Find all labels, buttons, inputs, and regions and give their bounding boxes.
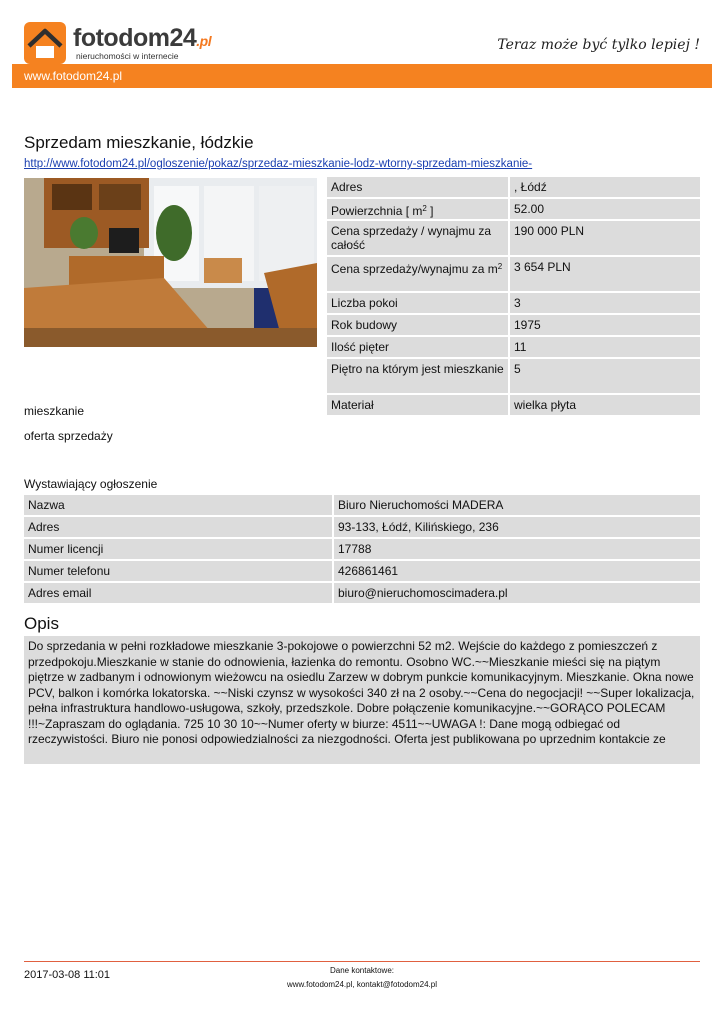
footer-divider — [24, 961, 700, 962]
apartment-photo — [24, 178, 317, 347]
description-heading: Opis — [24, 614, 59, 633]
advertiser-table — [24, 495, 700, 605]
property-row-total-price: Cena sprzedaży / wynajmu za całość 190 000 PLN — [327, 221, 700, 255]
property-row-material: Materiał wielka płyta — [327, 395, 700, 415]
listing-url-link[interactable]: http://www.fotodom24.pl/ogloszenie/pokaz/sprzedaz-mieszkanie-lodz-wtorny-sprzedam-mieszkanie- — [24, 158, 533, 170]
house-logo-icon — [24, 22, 66, 64]
slogan: Teraz może być tylko lepiej ! — [497, 37, 700, 53]
advertiser-row-address: Adres 93-133, Łódź, Kilińskiego, 236 — [24, 517, 700, 537]
footer-contact-label: Dane kontaktowe: — [329, 966, 395, 975]
property-row-price-per-m2: Cena sprzedaży/wynajmu za $m^2$ 3 654 PLN — [327, 257, 700, 291]
advertiser-heading: Wystawiający ogłoszenie — [24, 477, 158, 491]
property-row-floor: Piętro na którym jest mieszkanie 5 — [327, 359, 700, 393]
offer-type-label: oferta sprzedaży — [24, 429, 113, 443]
property-row-rooms: Liczba pokoi 3 — [327, 293, 700, 313]
advertiser-row-license: Numer licencji 17788 — [24, 539, 700, 559]
property-row-area: Powierzchnia [ $m^2$ ] 52.00 — [327, 199, 700, 219]
property-details-table — [327, 177, 700, 417]
advertiser-row-email: Adres email biuro@nieruchomoscimadera.pl — [24, 583, 700, 603]
advertiser-row-name: Nazwa Biuro Nieruchomości MADERA — [24, 495, 700, 515]
brand-tagline: nieruchomości w internecie — [76, 51, 179, 61]
property-row-build-year: Rok budowy 1975 — [327, 315, 700, 335]
property-row-address: Adres , Łódź — [327, 177, 700, 197]
footer-date: 2017-03-08 11:01 — [24, 969, 111, 981]
description-text: Do sprzedania w pełni rozkładowe mieszkanie 3-pokojowe o powierzchni 52 m2. Wejście do każdego z pomieszczeń z przedpokoju.Mieszkanie w stanie do odnowienia, łazienka do remontu. Osobno WC.~~Mieszkanie mieści się na piątym piętrze w zadbanym i odnowionym wieżowcu na osiedlu Zarzew w dobrym punkcie komunikacyjnym. Mieszkanie. Okna nowe PCV, balkon i komórka lokatorska. ~~Niski czynsz w wysokości 340 zł na 2 osoby.~~Cena do negocjacji! ~~Super lokalizacja, pełna infrastruktura handlowo-usługowa, szkoły, przedszkole. Dobre połączenie komunikacyjne.~~GORĄCO POLECAM !!!~Zapraszam do oglądania. 725 10 30 10~~Numer oferty w biurze: 4511~~UWAGA !: Dane mogą odbiegać od rzeczywistości. Biuro nie ponosi odpowiedzialności za niezgodności. Oferta jest publikowana po uprzednim kontakcie ze — [24, 636, 700, 764]
site-link[interactable]: www.fotodom24.pl — [24, 69, 123, 83]
header-bar — [12, 64, 712, 88]
page-title: Sprzedam mieszkanie, łódzkie — [24, 133, 254, 152]
advertiser-row-phone: Numer telefonu 426861461 — [24, 561, 700, 581]
property-type-label: mieszkanie — [24, 404, 85, 418]
footer-contact-links: www.fotodom24.pl, kontakt@fotodom24.pl — [287, 980, 437, 989]
brand-name: fotodom24.pl — [73, 24, 212, 52]
property-row-floors: Ilość pięter 11 — [327, 337, 700, 357]
